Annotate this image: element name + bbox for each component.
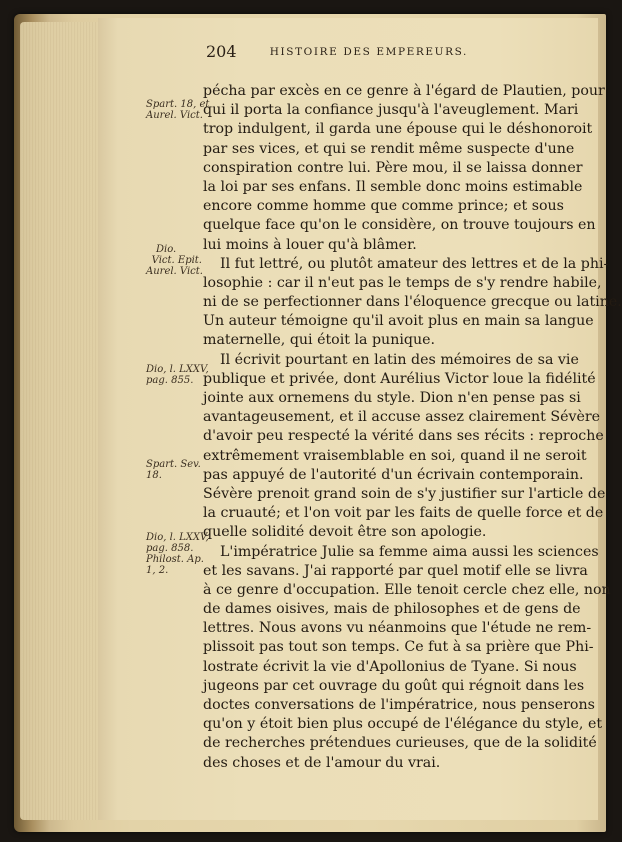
text-line: maternelle, qui étoit la punique. — [203, 332, 435, 349]
text-line: des choses et de l'amour du vrai. — [203, 754, 441, 771]
body-text — [203, 82, 622, 773]
text-line: losophie : car il n'eut pas le temps de s'y rendre habile, — [203, 274, 602, 291]
text-line: la cruauté; et l'on voit par les faits de quelle force et de — [203, 505, 604, 522]
text-line: et les savans. J'ai rapporté par quel motif elle se livra — [203, 562, 588, 579]
text-line: d'avoir peu respecté la vérité dans ses récits : reproche — [203, 428, 604, 445]
text-line: trop indulgent, il garda une épouse qui le déshonoroit — [203, 121, 593, 138]
text-line: jointe aux ornemens du style. Dion n'en pense pas si — [203, 390, 581, 406]
running-title: HISTOIRE DES EMPEREURS. — [269, 46, 468, 58]
text-line: doctes conversations de l'impératrice, nous penserons — [203, 697, 595, 713]
margin-note-4: Spart. Sev. 18. — [146, 459, 201, 481]
margin-note-2: Dio. Vict. Epit. Aurel. Vict. — [146, 244, 203, 277]
page-number: 204 — [206, 42, 237, 61]
paragraph-4 — [203, 543, 611, 773]
text-line: pécha par excès en ce genre à l'égard de Plautien, pour — [203, 83, 605, 99]
text-line: lostrate écrivit la vie d'Apollonius de Tyane. Si nous — [203, 658, 577, 675]
text-line: Sévère prenoit grand soin de s'y justifier sur l'article de — [203, 485, 606, 502]
text-line: Il écrivit pourtant en latin des mémoires de sa vie — [220, 351, 579, 368]
text-line: Il fut lettré, ou plutôt amateur des lettres et de la phi- — [220, 255, 609, 272]
text-line: lui moins à louer qu'à blâmer. — [203, 236, 417, 253]
text-line: L'impératrice Julie sa femme aima aussi les sciences — [220, 543, 599, 560]
text-line: quelque face qu'on le considère, on trouve toujours en — [203, 217, 596, 234]
paragraph-2 — [203, 255, 622, 351]
text-line: quelle solidité devoit être son apologie. — [203, 524, 487, 541]
text-line: par ses vices, et qui se rendit même suspecte d'une — [203, 140, 575, 157]
text-line: extrêmement vraisemblable en soi, quand il ne seroit — [203, 447, 587, 464]
margin-note-5: Dio, l. LXXV, pag. 858. Philost. Ap. 1, 2. — [146, 532, 209, 576]
text-line: ni de se perfectionner dans l'éloquence grecque ou latine. — [203, 294, 622, 311]
text-line: avantageusement, et il accuse assez clairement Sévère — [203, 409, 601, 426]
text-line: publique et privée, dont Aurélius Victor loue la fidélité — [203, 370, 596, 387]
text-line: conspiration contre lui. Père mou, il se laissa donner — [203, 159, 583, 176]
text-line: jugeons par cet ouvrage du goût qui régnoit dans les — [203, 677, 585, 694]
paragraph-1 — [203, 82, 605, 255]
text-line: lettres. Nous avons vu néanmoins que l'étude ne rem- — [203, 620, 592, 637]
margin-note-1: Spart. 18, et Aurel. Vict. — [146, 99, 210, 121]
margin-note-3: Dio, l. LXXV, pag. 855. — [146, 364, 209, 386]
text-line: qui il porta la confiance jusqu'à l'aveuglement. Mari — [203, 102, 579, 119]
text-line: plissoit pas tout son temps. Ce fut à sa prière que Phi- — [203, 639, 594, 656]
text-line: qu'on y étoit bien plus occupé de l'élégance du style, et — [203, 716, 603, 733]
running-head — [206, 44, 468, 62]
text-line: la loi par ses enfans. Il semble donc moins estimable — [203, 178, 583, 195]
text-line: encore comme homme que comme prince; et sous — [203, 198, 564, 215]
paragraph-3 — [203, 351, 606, 543]
text-line: de dames oisives, mais de philosophes et de gens de — [203, 601, 581, 618]
text-line: pas appuyé de l'autorité d'un écrivain contemporain. — [203, 466, 584, 483]
text-line: à ce genre d'occupation. Elle tenoit cercle chez elle, non — [203, 581, 611, 598]
page-edges — [20, 22, 98, 820]
text-line: Un auteur témoigne qu'il avoit plus en main sa langue — [203, 313, 594, 330]
text-line: de recherches prétendues curieuses, que de la solidité — [203, 735, 597, 752]
